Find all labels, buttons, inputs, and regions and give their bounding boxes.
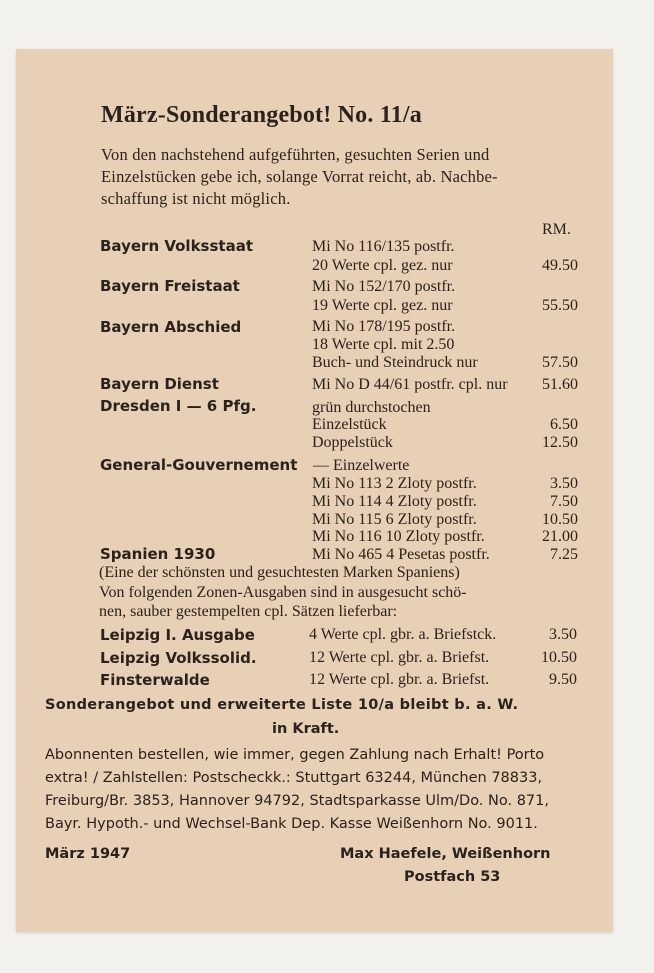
payment-line: extra! / Zahlstellen: Postscheckk.: Stuttgart 63244, München 78833, [45,770,543,786]
zone-price: 9.50 [549,671,577,688]
item-price: 10.50 [542,511,578,528]
item-desc: Mi No 116/135 postfr. [312,238,455,255]
item-desc: Mi No 152/170 postfr. [312,278,456,295]
item-desc: — Einzelwerte [313,457,410,474]
sender-name: Max Haefele, Weißenhorn [340,846,551,862]
payment-line: Abonnenten bestellen, wie immer, gegen Zahlung nach Erhalt! Porto [45,747,545,763]
item-desc: Doppelstück [312,434,393,451]
item-price: 3.50 [550,475,578,492]
item-name: Spanien 1930 [100,545,216,563]
item-name: Bayern Dienst [100,375,219,393]
page-title: März-Sonderangebot! No. 11/a [101,102,422,128]
item-name: Dresden I — 6 Pfg. [100,397,257,415]
zones-intro-line-1: Von folgenden Zonen-Ausgaben sind in ausgesucht schö- [99,584,467,601]
item-name: Bayern Abschied [100,318,242,336]
item-price: 57.50 [542,354,578,371]
item-name: Bayern Freistaat [100,277,240,295]
zone-name: Finsterwalde [100,671,210,689]
date: März 1947 [45,846,131,862]
zone-price: 10.50 [541,649,577,666]
item-price: 12.50 [542,434,578,451]
intro-line-1: Von den nachstehend aufgeführten, gesuchten Serien und [101,145,490,164]
payment-line: Bayr. Hypoth.- und Wechsel-Bank Dep. Kasse Weißenhorn No. 9011. [45,816,538,832]
item-price: 7.25 [550,546,578,563]
notice-line-2: in Kraft. [272,721,340,737]
item-desc: 20 Werte cpl. gez. nur [312,257,453,274]
item-name: Bayern Volksstaat [100,237,253,255]
item-note: (Eine der schönsten und gesuchtesten Marken Spaniens) [99,564,460,581]
zone-desc: 12 Werte cpl. gbr. a. Briefst. [309,671,490,688]
item-desc: Mi No 113 2 Zloty postfr. [312,475,477,492]
intro-line-3: schaffung ist nicht möglich. [101,189,291,208]
notice-line-1: Sonderangebot und erweiterte Liste 10/a bleibt b. a. W. [45,697,519,713]
item-desc: Mi No 115 6 Zloty postfr. [312,511,477,528]
zone-desc: 4 Werte cpl. gbr. a. Briefstck. [309,626,497,643]
zone-name: Leipzig I. Ausgabe [100,626,255,644]
item-price: 21.00 [542,528,578,545]
payment-line: Freiburg/Br. 3853, Hannover 94792, Stadtsparkasse Ulm/Do. No. 871, [45,793,549,809]
item-price: 6.50 [550,416,578,433]
sender-postbox: Postfach 53 [404,869,501,885]
item-price: 51.60 [542,376,578,393]
zones-intro-line-2: nen, sauber gestempelten cpl. Sätzen lieferbar: [99,603,398,620]
item-desc: Mi No 465 4 Pesetas postfr. [312,546,490,563]
item-desc: Mi No D 44/61 postfr. cpl. nur [312,376,508,393]
intro-line-2: Einzelstücken gebe ich, solange Vorrat reicht, ab. Nachbe- [101,167,498,186]
zone-price: 3.50 [549,626,577,643]
item-price: 7.50 [550,493,578,510]
item-price: 49.50 [542,257,578,274]
item-desc: Mi No 178/195 postfr. [312,318,456,335]
currency-header: RM. [542,221,571,238]
item-desc: grün durchstochen [312,399,431,416]
item-desc: 19 Werte cpl. gez. nur [312,297,453,314]
item-name: General-Gouvernement [100,456,298,474]
item-price: 55.50 [542,297,578,314]
item-desc: 18 Werte cpl. mit 2.50 [312,336,455,353]
zone-desc: 12 Werte cpl. gbr. a. Briefst. [309,649,490,666]
item-desc: Einzelstück [312,416,387,433]
zone-name: Leipzig Volkssolid. [100,649,257,667]
item-desc: Mi No 116 10 Zloty postfr. [312,528,485,545]
item-desc: Buch- und Steindruck nur [312,354,478,371]
item-desc: Mi No 114 4 Zloty postfr. [312,493,477,510]
